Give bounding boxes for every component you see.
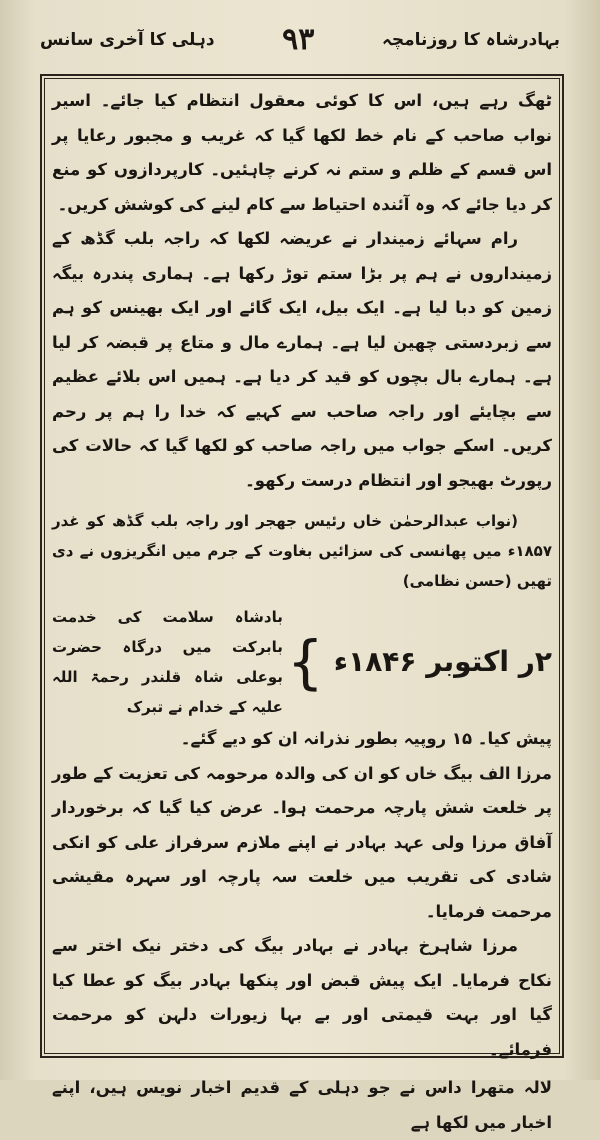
dated-entry (52, 602, 552, 722)
paragraph: مرزا شاہرخ بہادر نے بہادر بیگ کی دختر نیک اختر سے نکاح فرمایا۔ ایک پیش قبض اور پنکھا بہادر بیگ کو عطا کیا گیا اور بہت قیمتی اور بے بہا زیورات دلہن کو مرحمت فرمائے۔ (52, 936, 552, 1059)
paragraph: لالہ متھرا داس نے جو دہلی کے قدیم اخبار نویس ہیں، اپنے اخبار میں لکھا ہے (52, 1078, 552, 1132)
brace-glyph: } (286, 628, 324, 696)
entry-text: بادشاہ سلامت کی خدمت بابرکت میں درگاہ حضرت بوعلی شاہ قلندر رحمۃ اللہ علیہ کے خدام نے تبرک (52, 608, 283, 716)
header-subtitle: دہلی کا آخری سانس (40, 29, 215, 50)
entry-date: ۲ر اکتوبر ۱۸۴۶ء (333, 644, 552, 678)
paragraph: رام سہائے زمیندار نے عریضہ لکھا کہ راجہ بلب گڈھ کے زمینداروں نے ہم پر بڑا ستم توڑ رکھا ہے۔ ہماری پندرہ بیگہ زمین کو دبا لیا ہے۔ ایک بیل، ایک گائے اور ایک بھینس کو ہم سے زبردستی چھین لیا ہے۔ ہمارے مال و متاع پر قبضہ کر لیا ہے۔ ہمارے بال بچوں کو قید کر دیا ہے۔ ہمیں اس بلائے عظیم سے بچایئے اور راجہ صاحب سے کہیے کہ خدا را ہم پر رحم کریں۔ اسکے جواب میں راجہ صاحب کو لکھا گیا کہ حالات کی رپورٹ بھیجو اور انتظام درست رکھو۔ (52, 229, 552, 490)
footnote: (نواب عبدالرحمٰن خاں رئیس جھجر اور راجہ بلب گڈھ کو غدر ۱۸۵۷ء میں پھانسی کی سزائیں بغاوت کے جرم میں انگریزوں نے دی تھیں (حسن نظامی) (52, 512, 552, 590)
page-number: ۹۳ (282, 21, 315, 57)
page-header (40, 14, 560, 64)
paragraph: مرزا الف بیگ خاں کو ان کی والدہ مرحومہ کی تعزیت کے طور پر خلعت شش پارچہ مرحمت ہوا۔ عرض کیا گیا کہ برخوردار آفاق مرزا ولی عہد بہادر نے اپنے ملازم سرفراز علی کو انکی شادی کی تقریب میں خلعت سہ پارچہ اور سہرہ مقیشی مرحمت فرمایا۔ (52, 763, 552, 921)
entry-continuation: پیش کیا۔ ۱۵ روپیہ بطور نذرانہ ان کو دیے گئے۔ (180, 729, 552, 748)
paragraph: ٹھگ رہے ہیں، اس کا کوئی معقول انتظام کیا جائے۔ اسیر نواب صاحب کے نام خط لکھا گیا کہ غریب و مجبور رعایا پر اس قسم کے ظلم و ستم نہ کرنے چاہئیں۔ کارپردازوں کو منع کر دیا جائے کہ وہ آئندہ احتیاط سے کام لینے کی کوشش کریں۔ (52, 91, 552, 214)
page-body (52, 84, 552, 1140)
book-title: بہادرشاہ کا روزنامچہ (381, 29, 560, 50)
